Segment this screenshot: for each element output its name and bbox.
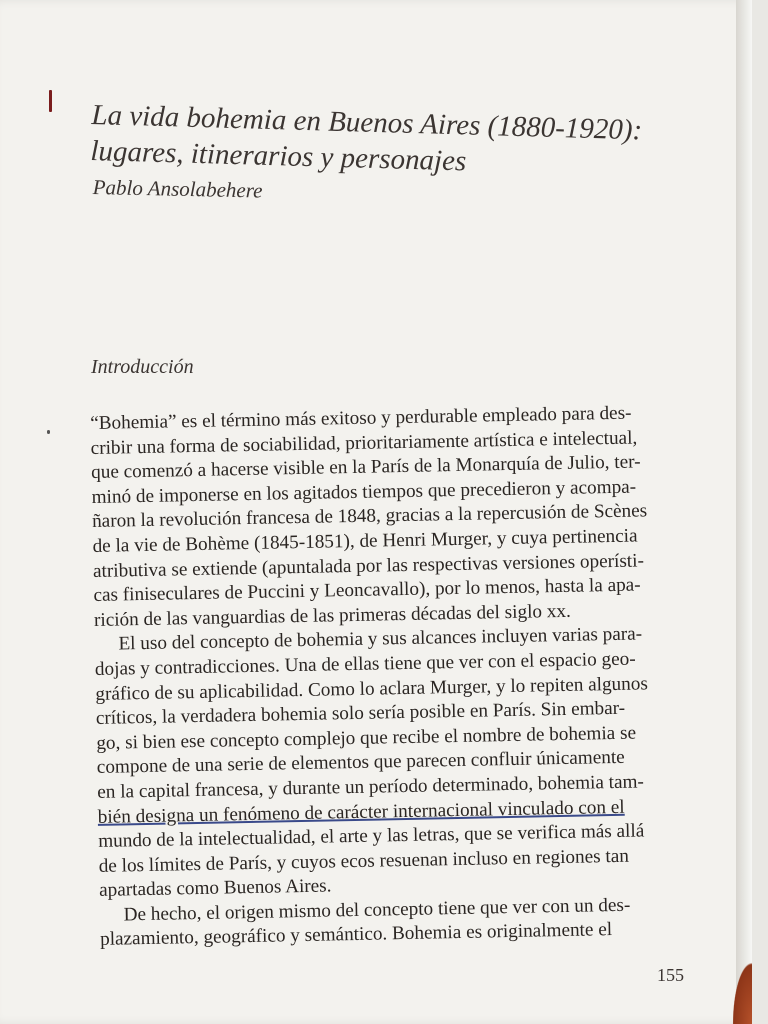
body-line: gráfico de su aplicabilidad. Como lo aclara Murger, y lo repiten algunos <box>95 672 648 705</box>
page-edge-shadow <box>736 0 752 1024</box>
author-name: Pablo Ansolabehere <box>92 175 263 203</box>
body-line: go, si bien ese concepto complejo que recibe el nombre de bohemia se <box>96 722 637 754</box>
section-heading: Introducción <box>91 356 194 378</box>
chapter-title <box>90 97 692 186</box>
body-line: apartadas como Buenos Aires. <box>98 875 332 902</box>
body-line: “Bohemia” es el término más exitoso y perdurable empleado para des- <box>90 402 632 434</box>
body-line: atributiva se extiende (apuntalada por las respectivas versiones operísti- <box>92 549 645 582</box>
body-line: dojas y contradicciones. Una de ellas tiene que ver con el espacio geo- <box>94 648 636 680</box>
title-line-2: lugares, itinerarios y personajes <box>90 134 467 178</box>
body-line: plazamiento, geográfico y semántico. Bohemia es originalmente el <box>99 919 613 951</box>
body-line: minó de imponerse en los agitados tiempos que precedieron y acompa- <box>91 476 637 508</box>
thumb-shape <box>730 954 752 1024</box>
body-line: cas finiseculares de Puccini y Leoncavallo), por lo menos, hasta la apa- <box>93 574 641 607</box>
body-line: de los límites de París, y cuyos ecos resuenan incluso en regiones tan <box>98 845 630 877</box>
body-line: mundo de la intelectualidad, el arte y las letras, que se verifica más allá <box>98 820 645 853</box>
title-line-1: La vida bohemia en Buenos Aires (1880-1920): <box>91 98 643 147</box>
ink-dot <box>47 430 50 434</box>
ink-mark <box>49 90 52 112</box>
body-line: El uso del concepto de bohemia y sus alcances incluyen varias para- <box>118 623 643 655</box>
body-line: De hecho, el origen mismo del concepto tiene que ver con un des- <box>123 894 631 926</box>
body-line: de la vie de Bohème (1845-1851), de Henri Murger, y cuya pertinencia <box>92 525 638 557</box>
body-line: críticos, la verdadera bohemia solo sería posible en París. Sin embar- <box>95 697 626 730</box>
body-line: compone de una serie de elementos que parecen confluir únicamente <box>96 747 625 779</box>
body-text <box>90 400 730 953</box>
page-number: 155 <box>657 965 684 985</box>
body-line-underlined: bién designa un fenómeno de carácter internacional vinculado con el <box>97 796 625 828</box>
body-line: ñaron la revolución francesa de 1848, gracias a la repercusión de Scènes <box>91 500 648 533</box>
body-line: rición de las vanguardias de las primeras décadas del siglo xx. <box>93 600 571 631</box>
body-line: que comenzó a hacerse visible en la París de la Monarquía de Julio, ter- <box>90 451 641 484</box>
body-line: cribir una forma de sociabilidad, prioritariamente artística e intelectual, <box>90 427 638 459</box>
body-line: en la capital francesa, y durante un período determinado, bohemia tam- <box>97 771 645 803</box>
